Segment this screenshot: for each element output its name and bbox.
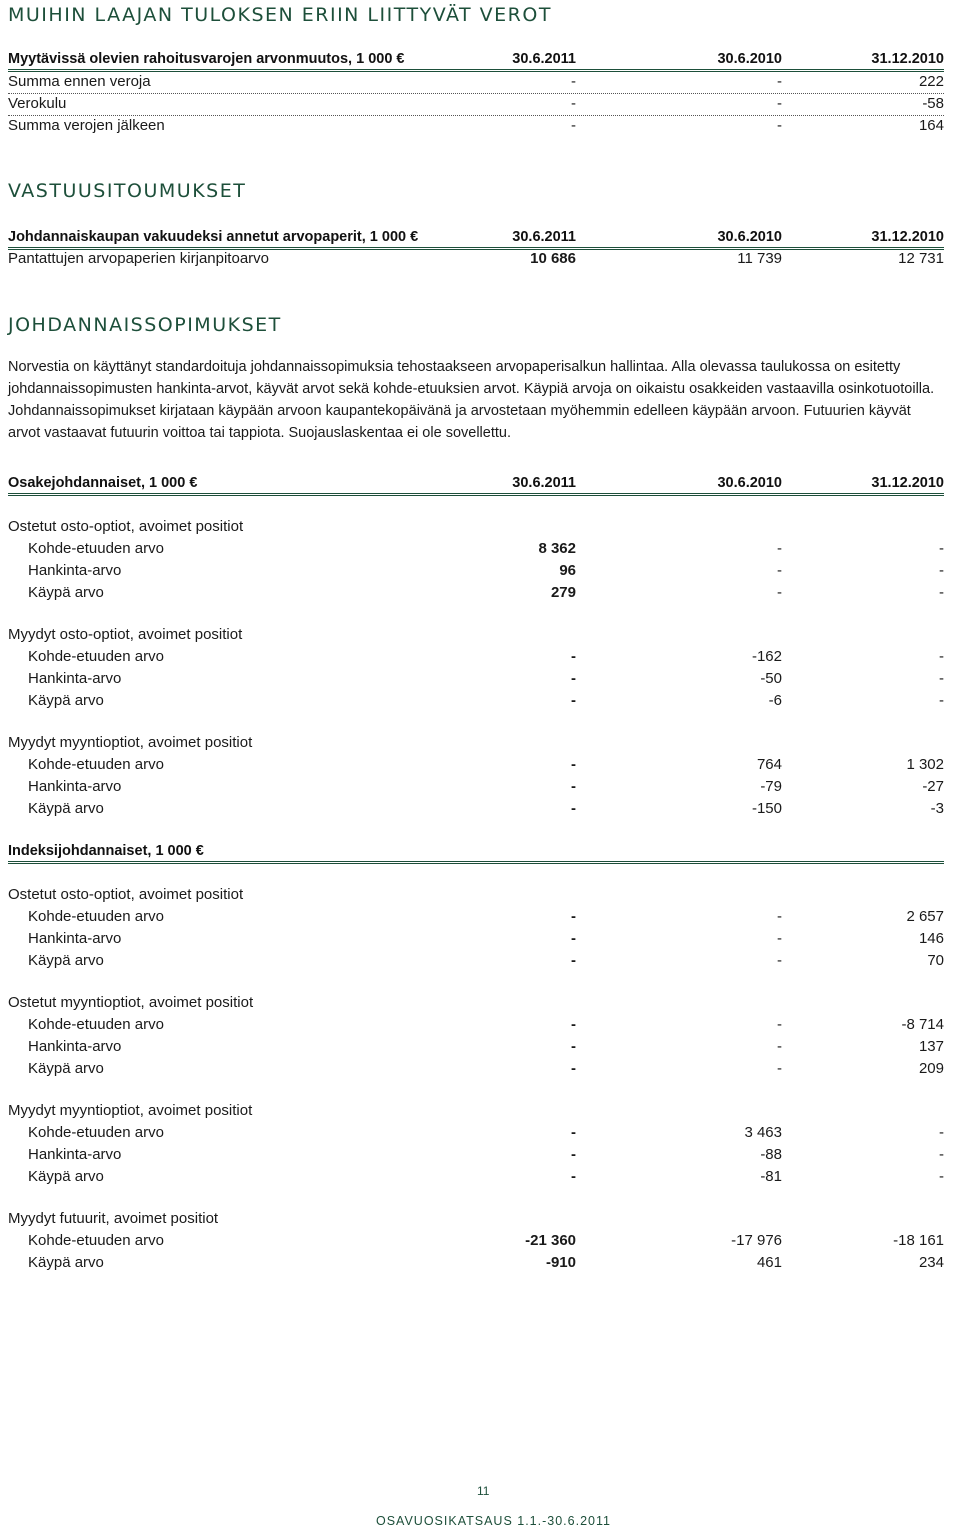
row-label: Ostetut osto-optiot, avoimet positiot: [8, 518, 244, 535]
table-row: [8, 950, 944, 972]
row-value: -18 161: [893, 1232, 944, 1249]
table-row: [8, 798, 944, 820]
row-value: -: [777, 930, 782, 947]
row-label: Hankinta-arvo: [28, 1146, 122, 1163]
row-value: 222: [918, 73, 944, 90]
row-label: Kohde-etuuden arvo: [28, 648, 164, 665]
row-value: 30.6.2011: [512, 51, 576, 67]
row-value: 1 302: [906, 756, 944, 773]
row-label: Kohde-etuuden arvo: [28, 540, 164, 557]
row-value: -: [571, 648, 576, 665]
table-row: [8, 754, 944, 776]
row-label: Myydyt futuurit, avoimet positiot: [8, 1210, 219, 1227]
row-label: Myydyt myyntioptiot, avoimet positiot: [8, 734, 253, 751]
table-header: [8, 840, 944, 864]
row-value: -58: [922, 95, 944, 112]
row-value: 30.6.2011: [512, 229, 576, 245]
row-value: -17 976: [731, 1232, 782, 1249]
row-value: -: [571, 1016, 576, 1033]
row-value: 30.6.2010: [717, 51, 782, 67]
group-title: [8, 624, 944, 646]
row-value: 164: [918, 117, 944, 134]
row-value: -: [571, 952, 576, 969]
table-row: [8, 1058, 944, 1080]
row-label: Hankinta-arvo: [28, 930, 122, 947]
row-value: 31.12.2010: [871, 475, 944, 491]
table-row: [8, 93, 944, 116]
row-value: -: [571, 117, 576, 134]
table-header: [8, 48, 944, 72]
table-row: [8, 928, 944, 950]
row-value: -: [571, 692, 576, 709]
row-value: 12 731: [898, 250, 944, 267]
row-value: -: [777, 1016, 782, 1033]
table-row: [8, 906, 944, 928]
table-row: [8, 1036, 944, 1058]
row-value: -: [571, 778, 576, 795]
row-value: -: [777, 117, 782, 134]
group-title: [8, 1208, 944, 1230]
row-label: Myydyt myyntioptiot, avoimet positiot: [8, 1102, 253, 1119]
row-label: Indeksijohdannaiset, 1 000 €: [8, 843, 204, 859]
row-value: -: [939, 562, 944, 579]
row-value: -910: [545, 1254, 576, 1271]
row-value: -: [571, 670, 576, 687]
row-label: Myydyt osto-optiot, avoimet positiot: [8, 626, 243, 643]
table-row: [8, 1122, 944, 1144]
row-value: 10 686: [530, 250, 576, 267]
row-label: Myytävissä olevien rahoitusvarojen arvonmuutos, 1 000 €: [8, 51, 405, 67]
row-value: -162: [751, 648, 782, 665]
row-value: -: [939, 692, 944, 709]
table-row: [8, 690, 944, 712]
row-value: 30.6.2011: [512, 475, 576, 491]
row-value: -3: [930, 800, 944, 817]
row-value: -: [939, 1146, 944, 1163]
row-label: Käypä arvo: [28, 1060, 104, 1077]
row-label: Hankinta-arvo: [28, 670, 122, 687]
table-header: [8, 472, 944, 496]
group-title: [8, 884, 944, 906]
row-label: Kohde-etuuden arvo: [28, 1124, 164, 1141]
row-value: -81: [760, 1168, 782, 1185]
row-label: Kohde-etuuden arvo: [28, 1016, 164, 1033]
table-row: [8, 538, 944, 560]
row-value: -: [571, 930, 576, 947]
group-title: [8, 1100, 944, 1122]
row-value: 31.12.2010: [871, 51, 944, 67]
row-value: -: [571, 73, 576, 90]
table-row: [8, 1230, 944, 1252]
row-label: Summa verojen jälkeen: [8, 117, 165, 134]
row-value: -: [777, 1038, 782, 1055]
row-value: 3 463: [744, 1124, 782, 1141]
row-value: -6: [768, 692, 782, 709]
row-label: Verokulu: [8, 95, 67, 112]
row-value: -: [571, 1146, 576, 1163]
row-value: -: [777, 540, 782, 557]
derivatives-title: JOHDANNAISSOPIMUKSET: [8, 314, 282, 336]
row-value: 209: [918, 1060, 944, 1077]
row-label: Kohde-etuuden arvo: [28, 1232, 164, 1249]
row-value: -: [571, 800, 576, 817]
group-title: [8, 516, 944, 538]
table-header: [8, 226, 944, 250]
row-label: Käypä arvo: [28, 952, 104, 969]
row-value: 31.12.2010: [871, 229, 944, 245]
row-value: -: [777, 952, 782, 969]
row-value: -: [939, 1168, 944, 1185]
table-row: [8, 1166, 944, 1188]
row-value: -21 360: [525, 1232, 576, 1249]
group-title: [8, 732, 944, 754]
row-value: 146: [918, 930, 944, 947]
row-value: 234: [918, 1254, 944, 1271]
table-row: [8, 1252, 944, 1274]
row-value: -: [777, 73, 782, 90]
row-label: Ostetut myyntioptiot, avoimet positiot: [8, 994, 254, 1011]
row-label: Hankinta-arvo: [28, 778, 122, 795]
row-label: Kohde-etuuden arvo: [28, 756, 164, 773]
row-label: Käypä arvo: [28, 584, 104, 601]
row-value: 279: [550, 584, 576, 601]
row-value: -: [571, 908, 576, 925]
row-value: -: [777, 562, 782, 579]
table-row: [8, 646, 944, 668]
row-label: Kohde-etuuden arvo: [28, 908, 164, 925]
table-row: [8, 1014, 944, 1036]
table-row: [8, 1144, 944, 1166]
row-value: 30.6.2010: [717, 475, 782, 491]
row-value: 137: [918, 1038, 944, 1055]
row-label: Käypä arvo: [28, 692, 104, 709]
row-value: -: [939, 670, 944, 687]
row-label: Käypä arvo: [28, 1254, 104, 1271]
row-label: Käypä arvo: [28, 1168, 104, 1185]
row-value: 8 362: [538, 540, 576, 557]
row-value: -: [777, 908, 782, 925]
row-value: -: [777, 95, 782, 112]
row-label: Osakejohdannaiset, 1 000 €: [8, 475, 198, 491]
row-value: -88: [760, 1146, 782, 1163]
row-value: -79: [760, 778, 782, 795]
table-row: [8, 668, 944, 690]
table-row: [8, 560, 944, 582]
row-label: Summa ennen veroja: [8, 73, 151, 90]
row-value: -8 714: [901, 1016, 944, 1033]
row-label: Hankinta-arvo: [28, 562, 122, 579]
commitments-title: VASTUUSITOUMUKSET: [8, 180, 247, 202]
row-value: 764: [756, 756, 782, 773]
row-value: -50: [760, 670, 782, 687]
row-value: -: [571, 1168, 576, 1185]
row-label: Käypä arvo: [28, 800, 104, 817]
row-value: -: [939, 584, 944, 601]
derivatives-description: Norvestia on käyttänyt standardoituja johdannaissopimuksia tehostaakseen arvopaperisalkun hallintaa. Alla olevassa taulukossa on esitetty johdannaissopimusten hankinta-arvot, käyvät arvot sekä kohde-etuuksien arvot. Käypiä arvoja on oikaistu osakkeiden vastaavilla osinkotuotoilla. Johdannaissopimukset kirjataan käypään arvoon kaupantekopäivänä ja arvostetaan myöhemmin edelleen käypään arvoon. Futuurien käyvät arvot vastaavat futuurin voittoa tai tappiota. Suojauslaskentaa ei ole sovellettu.: [8, 359, 935, 441]
table-row: [8, 71, 944, 94]
row-value: -: [939, 1124, 944, 1141]
table-row: [8, 582, 944, 604]
row-value: -27: [922, 778, 944, 795]
row-value: -150: [751, 800, 782, 817]
row-value: -: [571, 1038, 576, 1055]
row-value: 461: [756, 1254, 782, 1271]
row-value: -: [571, 95, 576, 112]
row-value: -: [939, 648, 944, 665]
row-value: -: [777, 1060, 782, 1077]
taxes-title: MUIHIN LAAJAN TULOKSEN ERIIN LIITTYVÄT VEROT: [8, 4, 552, 26]
group-title: [8, 992, 944, 1014]
row-value: 11 739: [737, 250, 782, 267]
row-value: 30.6.2010: [717, 229, 782, 245]
row-value: -: [571, 1060, 576, 1077]
page-number: 11: [477, 1484, 490, 1498]
row-value: -: [571, 1124, 576, 1141]
row-value: -: [777, 584, 782, 601]
row-value: 70: [927, 952, 944, 969]
row-value: 2 657: [906, 908, 944, 925]
report-footer: OSAVUOSIKATSAUS 1.1.-30.6.2011: [376, 1514, 611, 1528]
table-row: [8, 115, 944, 137]
row-label: Pantattujen arvopaperien kirjanpitoarvo: [8, 250, 269, 267]
table-row: [8, 248, 944, 270]
row-label: Johdannaiskaupan vakuudeksi annetut arvopaperit, 1 000 €: [8, 229, 419, 245]
row-value: 96: [559, 562, 576, 579]
row-label: Hankinta-arvo: [28, 1038, 122, 1055]
row-label: Ostetut osto-optiot, avoimet positiot: [8, 886, 244, 903]
row-value: -: [939, 540, 944, 557]
row-value: -: [571, 756, 576, 773]
table-row: [8, 776, 944, 798]
